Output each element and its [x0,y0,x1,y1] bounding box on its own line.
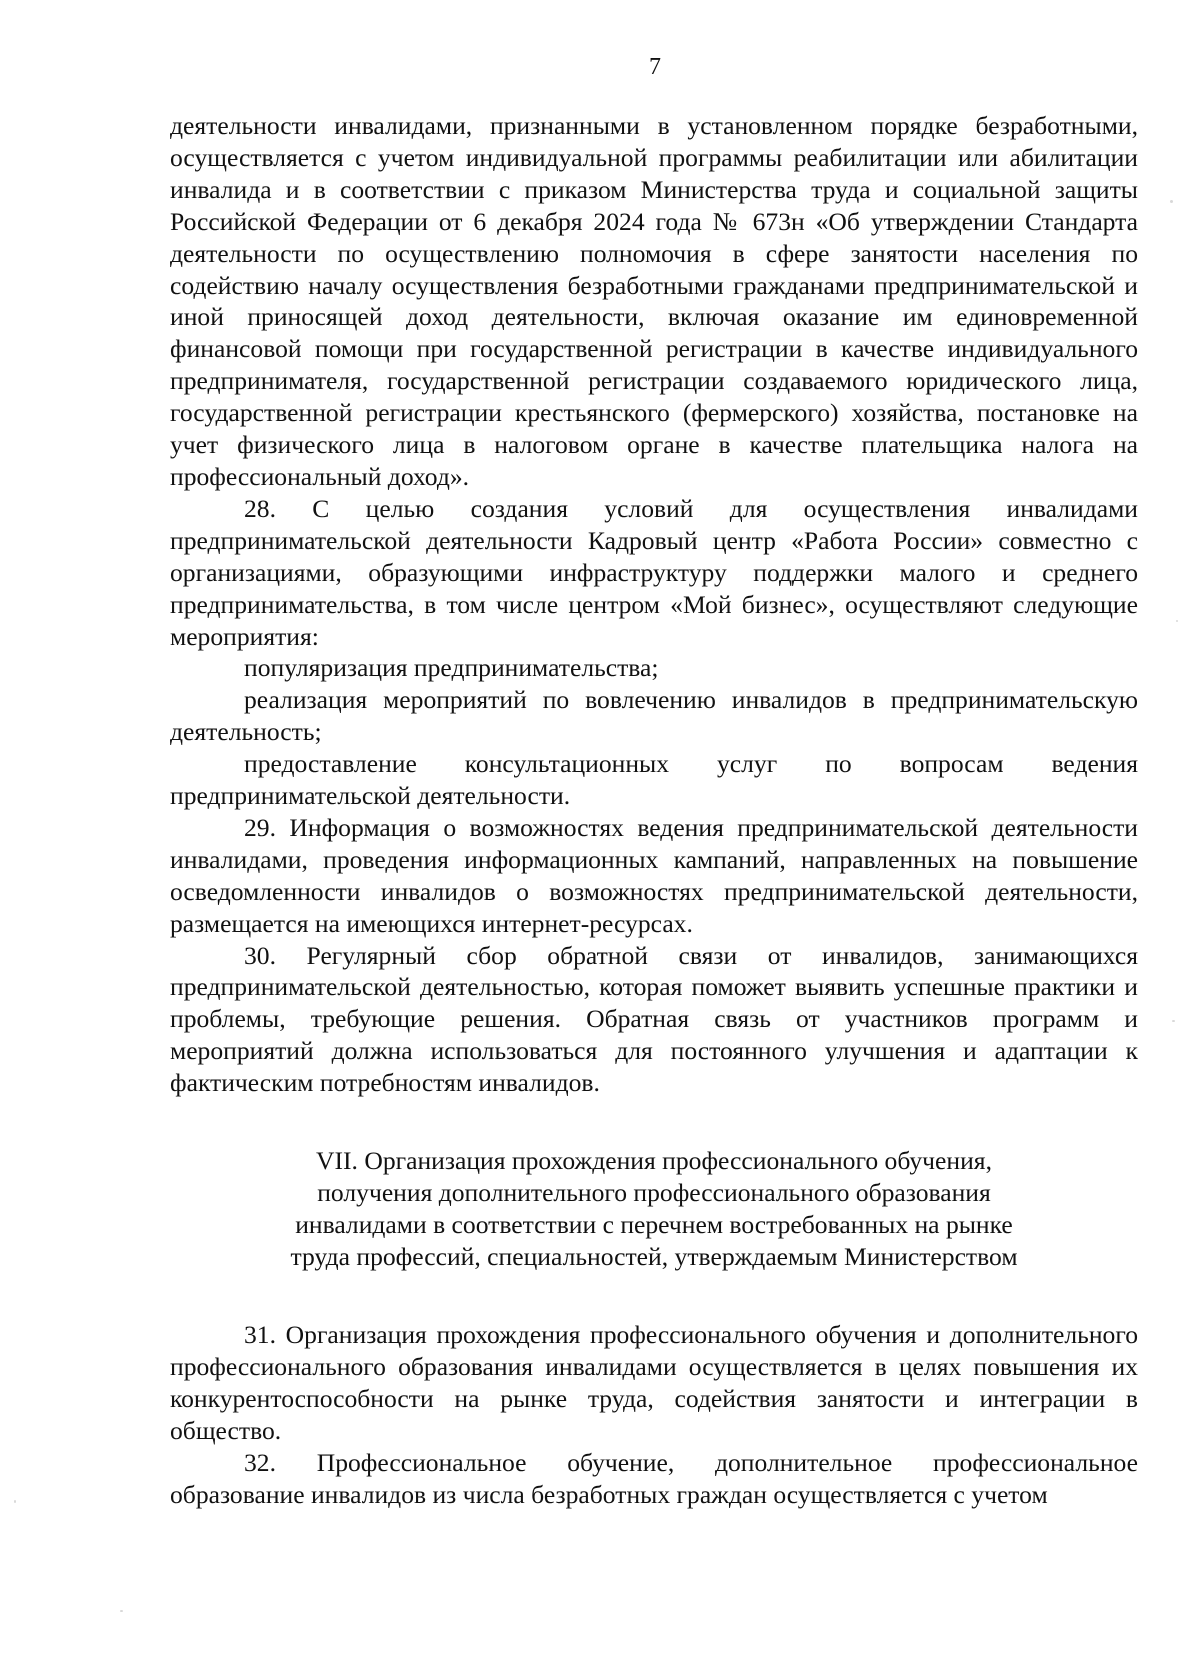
section-heading-line: получения дополнительного профессионального образования [317,1178,991,1208]
paragraph-29: 29. Информация о возможностях ведения предпринимательской деятельности инвалидами, проведения информационных кампаний, направленных на повышение осведомленности инвалидов о возможностях предпринимательской деятельности, размещается на имеющихся интернет-ресурсах. [170,812,1138,938]
list-item-popularization: популяризация предпринимательства; [244,653,659,683]
list-item-involvement: реализация мероприятий по вовлечению инвалидов в предпринимательскую деятельность; [170,685,1138,747]
page-number: 7 [649,54,661,80]
document-body [170,110,1138,1511]
paragraph-31: 31. Организация прохождения профессионального обучения и дополнительного профессионального образования инвалидами осуществляется в целях повышения их конкурентоспособности на рынке труда, содействия занятости и интеграции в общество. [170,1320,1138,1445]
paragraph-28: 28. С целью создания условий для осуществления инвалидами предпринимательской деятельности Кадровый центр «Работа России» совместно с организациями, образующими инфраструктуру поддержки малого и среднего предпринимательства, в том числе центром «Мой бизнес», осуществляют следующие мероприятия: [170,493,1138,651]
paragraph-32: 32. Профессиональное обучение, дополнительное профессиональное образование инвалидов из числа безработных граждан осуществляется с учетом [170,1447,1138,1509]
scan-speck [1170,200,1173,203]
section-heading-vii [170,1145,1138,1273]
scan-speck [14,1500,16,1503]
scan-speck [1172,1020,1175,1022]
scan-speck [120,1610,123,1612]
paragraph-30: 30. Регулярный сбор обратной связи от инвалидов, занимающихся предпринимательской деятельностью, которая поможет выявить успешные практики и проблемы, требующие решения. Обратная связь от участников программ и мероприятий должна использоваться для постоянного улучшения и адаптации к фактическим потребностям инвалидов. [170,940,1138,1098]
scan-speck [1176,620,1178,622]
section-heading-line: труда профессий, специальностей, утверждаемым Министерством [290,1242,1018,1272]
paragraph-continuation: деятельности инвалидами, признанными в установленном порядке безработными, осуществляется с учетом индивидуальной программы реабилитации или абилитации инвалида и в соответствии с приказом Министерства труда и социальной защиты Российской Федерации от 6 декабря 2024 года № 673н «Об утверждении Стандарта деятельности по осуществлению полномочия в сфере занятости населения по содействию началу осуществления безработными гражданами предпринимательской и иной приносящей доход деятельности, включая оказание им единовременной финансовой помощи при государственной регистрации в качестве индивидуального предпринимателя, государственной регистрации создаваемого юридического лица, государственной регистрации крестьянского (фермерского) хозяйства, постановке на учет физического лица в налоговом органе в качестве плательщика налога на профессиональный доход». [170,111,1138,491]
section-heading-line: инвалидами в соответствии с перечнем востребованных на рынке [295,1210,1013,1240]
section-heading-line: VII. Организация прохождения профессионального обучения, [316,1146,992,1176]
list-item-consulting: предоставление консультационных услуг по вопросам ведения предпринимательской деятельности. [170,749,1138,811]
